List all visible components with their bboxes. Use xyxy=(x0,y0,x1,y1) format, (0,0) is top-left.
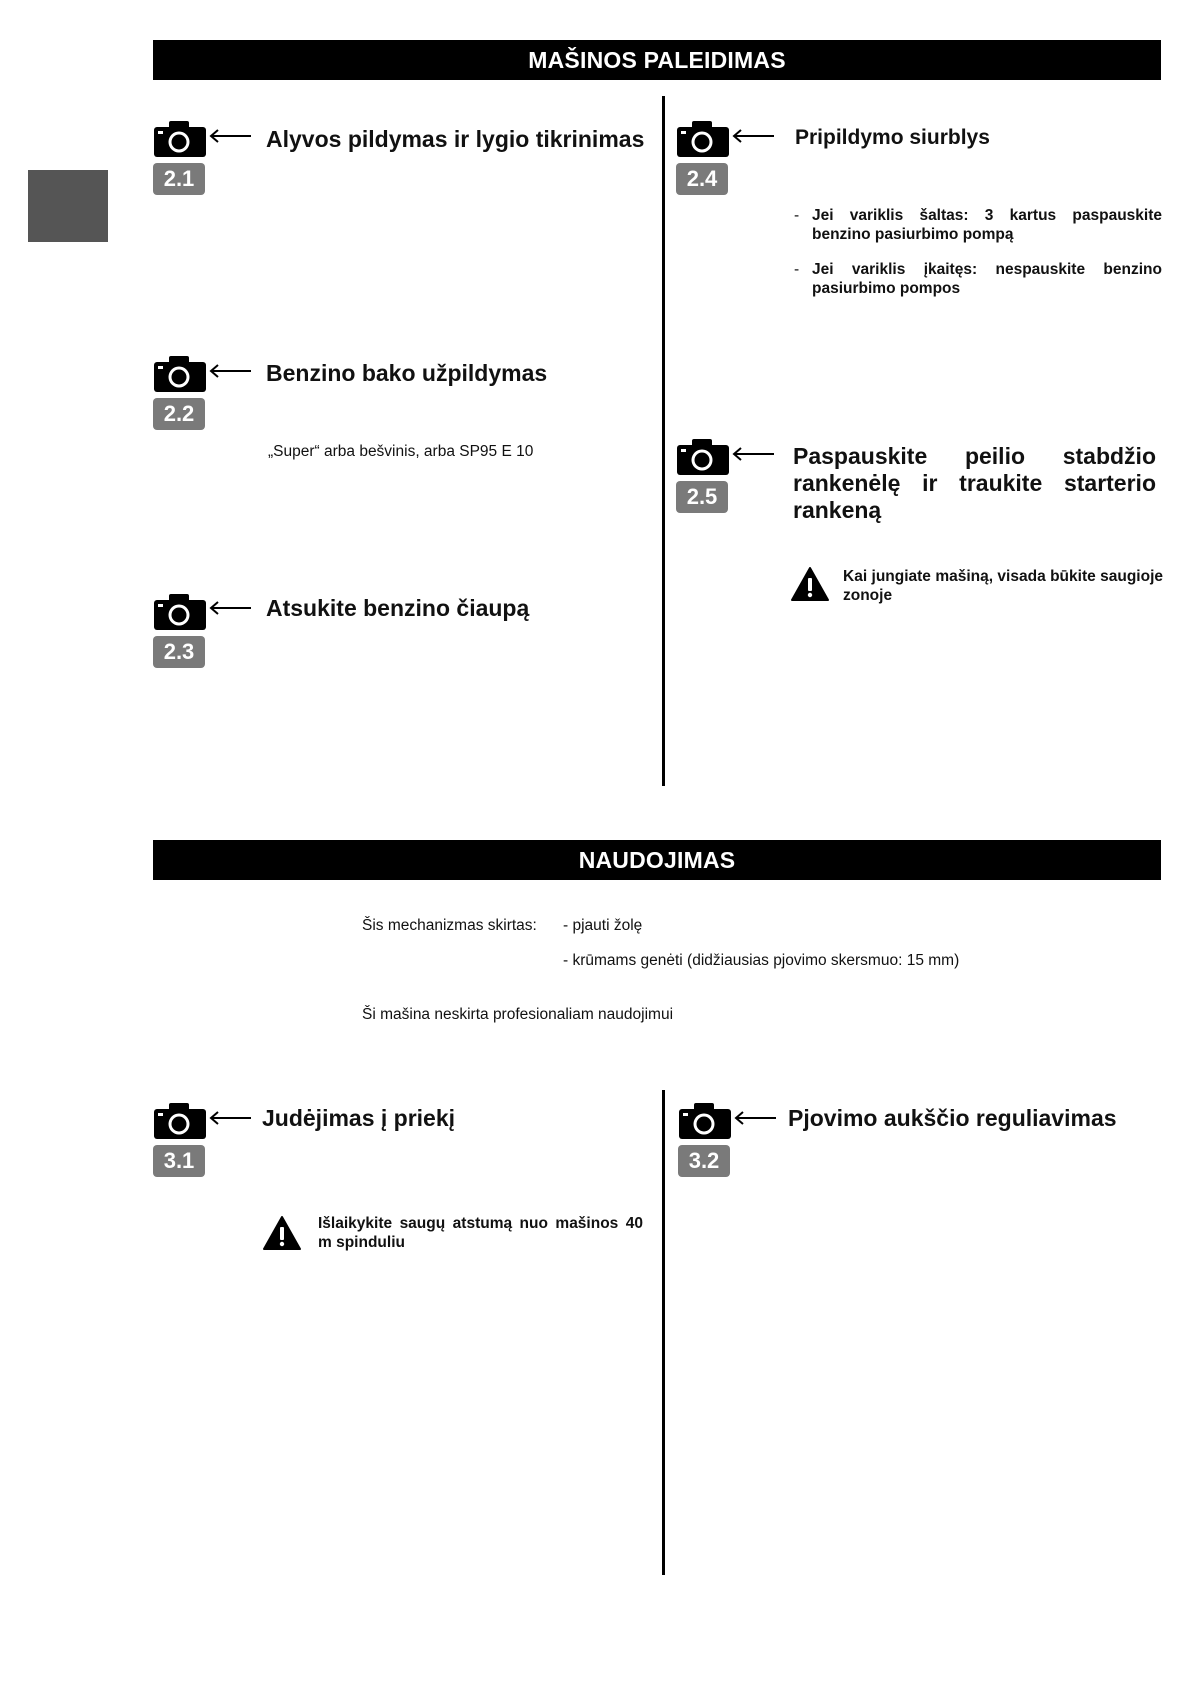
warning-triangle-icon xyxy=(262,1215,302,1251)
step-badge: 2.1 xyxy=(153,163,205,195)
step-heading: Judėjimas į priekį xyxy=(262,1105,456,1131)
arrow-left-icon xyxy=(208,364,252,378)
purpose-item: - krūmams genėti (didžiausias pjovimo skersmuo: 15 mm) xyxy=(563,952,960,969)
warning-triangle-icon xyxy=(790,566,830,602)
fuel-note: „Super“ arba bešvinis, arba SP95 E 10 xyxy=(268,443,534,460)
arrow-left-icon xyxy=(208,601,252,615)
camera-icon xyxy=(153,1102,207,1140)
column-divider xyxy=(662,1090,665,1575)
arrow-left-icon xyxy=(731,447,775,461)
camera-icon xyxy=(676,120,730,158)
camera-icon xyxy=(153,355,207,393)
purpose-label: Šis mechanizmas skirtas: xyxy=(362,917,537,934)
bullet-warm-engine: - Jei variklis įkaitęs: nespauskite benzino pasiurbimo pompos xyxy=(794,261,1162,297)
step-badge: 3.1 xyxy=(153,1145,205,1177)
step-heading: Paspauskite peilio stabdžio rankenėlę ir traukite starterio rankeną xyxy=(793,443,1156,523)
non-professional-note: Ši mašina neskirta profesionaliam naudojimui xyxy=(362,1006,674,1023)
step-badge: 2.5 xyxy=(676,481,728,513)
purpose-item: - pjauti žolę xyxy=(563,917,643,934)
section-title: MAŠINOS PALEIDIMAS xyxy=(528,46,786,73)
camera-icon xyxy=(678,1102,732,1140)
safety-warning: Kai jungiate mašiną, visada būkite saugioje zonoje xyxy=(843,568,1163,604)
step-heading: Benzino bako užpildymas xyxy=(266,360,548,386)
safety-distance-warning: Išlaikykite saugų atstumą nuo mašinos 40 m spinduliu xyxy=(318,1215,643,1251)
column-divider xyxy=(662,96,665,786)
step-badge: 2.2 xyxy=(153,398,205,430)
camera-icon xyxy=(153,593,207,631)
step-heading: Alyvos pildymas ir lygio tikrinimas xyxy=(266,126,645,152)
step-badge: 3.2 xyxy=(678,1145,730,1177)
step-badge: 2.3 xyxy=(153,636,205,668)
step-heading: Pripildymo siurblys xyxy=(795,126,990,149)
bullet-cold-engine: - Jei variklis šaltas: 3 kartus paspauskite benzino pasiurbimo pompą xyxy=(794,207,1162,243)
side-tab-marker xyxy=(28,170,108,242)
step-heading: Atsukite benzino čiaupą xyxy=(266,595,530,621)
camera-icon xyxy=(153,120,207,158)
section-banner-machine-start xyxy=(153,40,1161,80)
arrow-left-icon xyxy=(733,1111,777,1125)
arrow-left-icon xyxy=(208,1111,252,1125)
arrow-left-icon xyxy=(208,129,252,143)
step-heading: Pjovimo aukščio reguliavimas xyxy=(788,1105,1117,1131)
section-banner-usage xyxy=(153,840,1161,880)
section-title: NAUDOJIMAS xyxy=(578,846,736,873)
step-badge: 2.4 xyxy=(676,163,728,195)
camera-icon xyxy=(676,438,730,476)
arrow-left-icon xyxy=(731,129,775,143)
